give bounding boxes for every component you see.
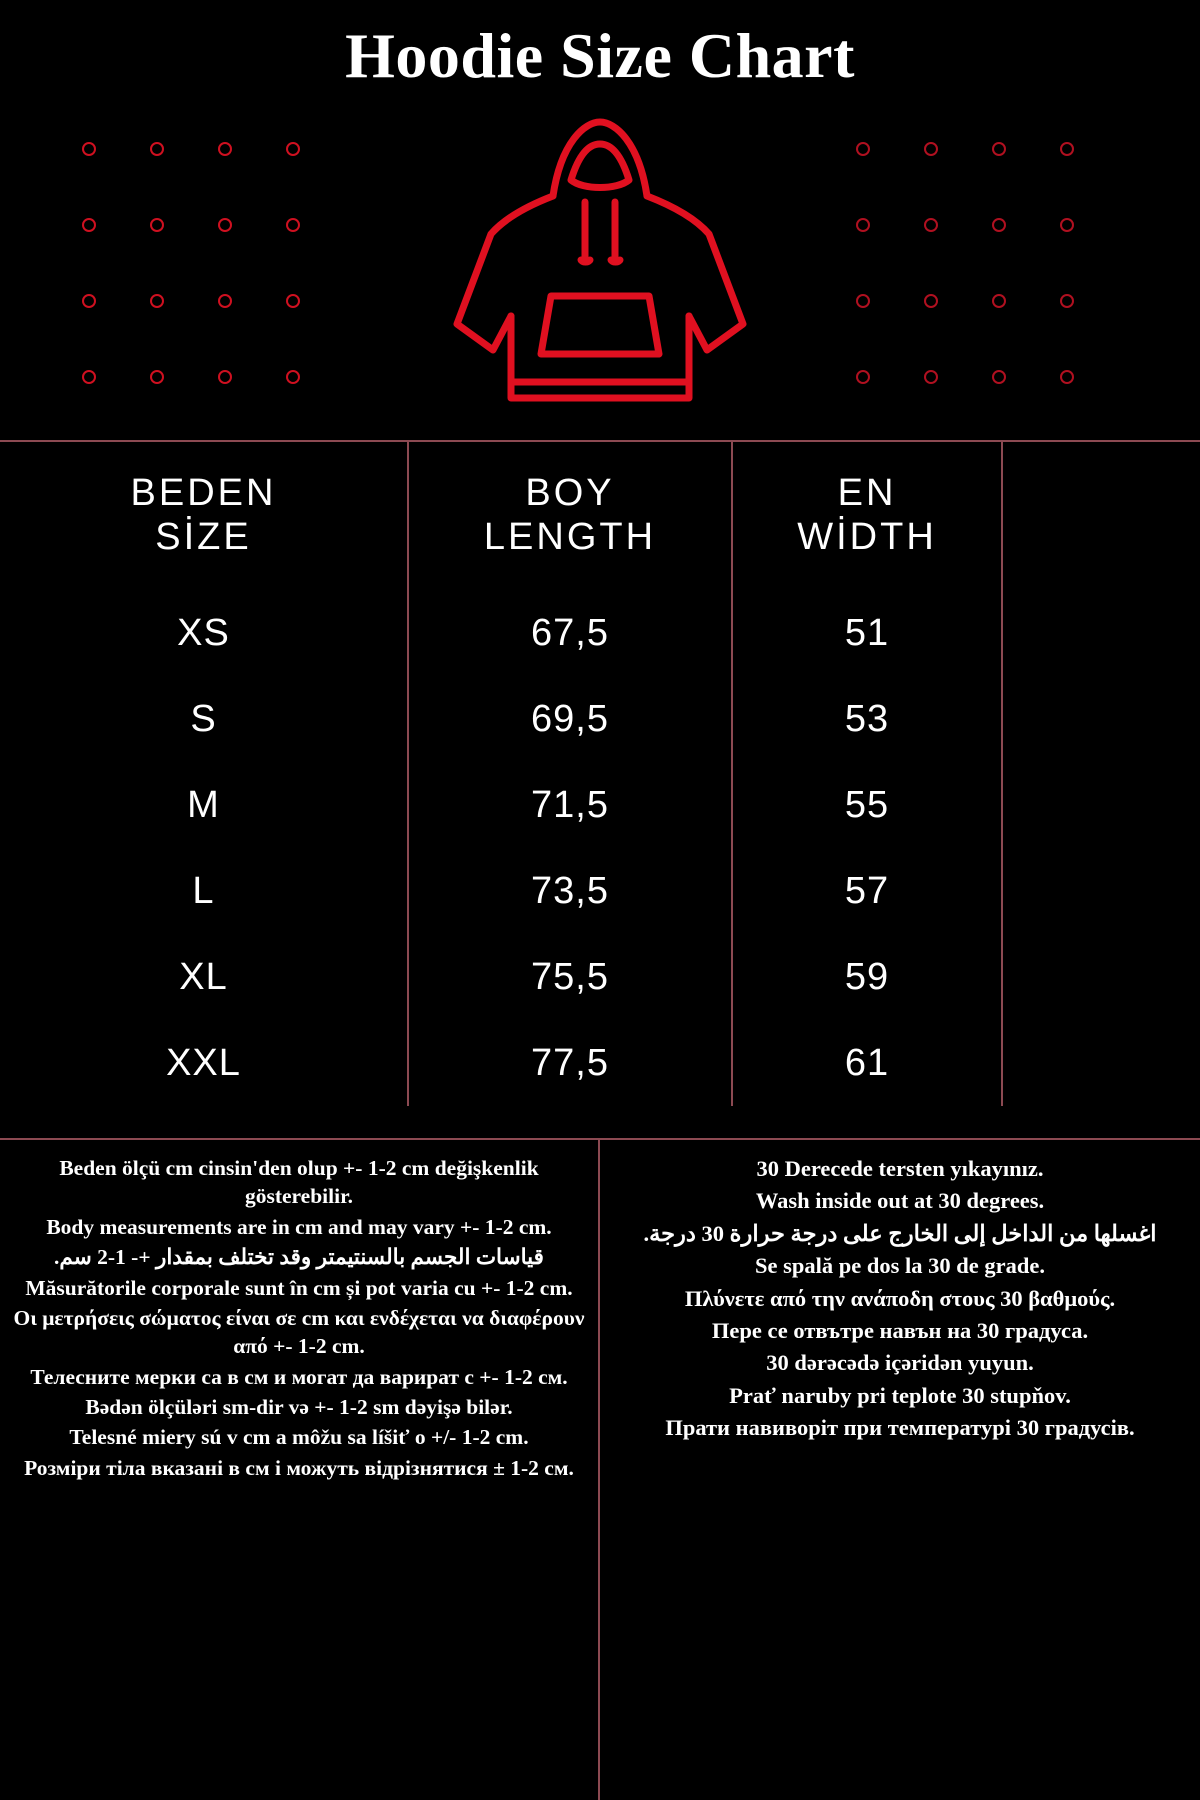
circle-dot-icon [286, 370, 300, 384]
note-line: Body measurements are in cm and may vary +- 1-2 cm. [46, 1214, 552, 1239]
cell-width: 53 [732, 676, 1002, 762]
page-title: Hoodie Size Chart [345, 20, 855, 91]
note-line: Măsurătorile corporale sunt în cm și pot varia cu +- 1-2 cm. [25, 1275, 573, 1300]
column-header-length-line1: BOY [525, 472, 615, 515]
table-row [0, 762, 1200, 848]
circle-dot-icon [218, 218, 232, 232]
circle-dot-icon [1060, 142, 1074, 156]
cell-width: 59 [732, 934, 1002, 1020]
circle-dot-icon [82, 142, 96, 156]
circle-dot-icon [856, 294, 870, 308]
circle-dot-icon [1060, 218, 1074, 232]
circle-dot-icon [218, 142, 232, 156]
circle-dot-icon [924, 294, 938, 308]
column-header-length [408, 442, 732, 590]
circle-dot-icon [82, 218, 96, 232]
cell-extra [1002, 1020, 1200, 1106]
cell-extra [1002, 590, 1200, 676]
circle-dot-icon [150, 294, 164, 308]
cell-length: 73,5 [408, 848, 732, 934]
cell-length: 69,5 [408, 676, 732, 762]
notes-section [0, 1140, 1200, 1800]
circle-dot-icon [992, 294, 1006, 308]
note-line-arabic: اغسلها من الداخل إلى الخارج على درجة حرارة 30 درجة. [643, 1220, 1157, 1246]
circle-dot-icon [82, 294, 96, 308]
note-line: Telesné miery sú v cm a môžu sa líšiť o +/- 1-2 cm. [69, 1425, 529, 1450]
size-table-section [0, 440, 1200, 1140]
circle-dot-icon [150, 218, 164, 232]
circle-dot-icon [286, 294, 300, 308]
circle-dot-icon [82, 370, 96, 384]
circle-dot-icon [856, 370, 870, 384]
note-line: Οι μετρήσεις σώματος είναι σε cm και ενδέχεται να διαφέρουν από +- 1-2 cm. [13, 1305, 585, 1359]
cell-width: 61 [732, 1020, 1002, 1106]
column-header-width-line2: WİDTH [797, 516, 937, 558]
cell-length: 71,5 [408, 762, 732, 848]
note-line: Prať naruby pri teplote 30 stupňov. [729, 1382, 1071, 1408]
cell-width: 57 [732, 848, 1002, 934]
circle-dot-icon [150, 370, 164, 384]
size-table [0, 442, 1200, 1106]
column-header-width-line1: EN [837, 472, 897, 515]
circle-dot-icon [856, 218, 870, 232]
note-line: 30 dərəcədə içəridən yuyun. [766, 1350, 1034, 1376]
hoodie-outline-icon [435, 110, 765, 410]
table-row [0, 590, 1200, 676]
table-row [0, 848, 1200, 934]
cell-length: 77,5 [408, 1020, 732, 1106]
table-row [0, 676, 1200, 762]
cell-extra [1002, 848, 1200, 934]
note-line-arabic: قياسات الجسم بالسنتيمتر وقد تختلف بمقدار +- 1-2 سم. [54, 1245, 544, 1270]
note-line: Пере се отвътре навън на 30 градуса. [711, 1317, 1089, 1343]
column-header-width [732, 442, 1002, 590]
circle-dot-icon [924, 142, 938, 156]
circle-dot-icon [286, 218, 300, 232]
circle-dot-icon [150, 142, 164, 156]
column-header-empty [1002, 442, 1200, 590]
column-header-size-line2: SİZE [155, 516, 252, 558]
cell-length: 67,5 [408, 590, 732, 676]
cell-width: 51 [732, 590, 1002, 676]
cell-size: XXL [0, 1020, 408, 1106]
circle-dot-icon [218, 370, 232, 384]
column-header-size [0, 442, 408, 590]
decorative-dot-grid-left [82, 142, 354, 446]
circle-dot-icon [218, 294, 232, 308]
circle-dot-icon [924, 370, 938, 384]
header [0, 0, 1200, 440]
cell-size: S [0, 676, 408, 762]
note-line: Πλύνετε από την ανάποδη στους 30 βαθμούς. [684, 1285, 1116, 1311]
note-line: Прати навиворіт при температурі 30 градусів. [665, 1415, 1135, 1440]
column-header-length-line2: LENGTH [483, 516, 657, 558]
circle-dot-icon [992, 370, 1006, 384]
cell-length: 75,5 [408, 934, 732, 1020]
cell-size: L [0, 848, 408, 934]
washing-instructions [600, 1140, 1200, 1800]
cell-width: 55 [732, 762, 1002, 848]
circle-dot-icon [992, 142, 1006, 156]
circle-dot-icon [286, 142, 300, 156]
note-line: Se spală pe dos la 30 de grade. [754, 1253, 1046, 1279]
cell-size: M [0, 762, 408, 848]
circle-dot-icon [1060, 370, 1074, 384]
note-line: 30 Derecede tersten yıkayınız. [756, 1156, 1044, 1181]
circle-dot-icon [856, 142, 870, 156]
note-line: Розміри тіла вказані в см і можуть відрізнятися ± 1-2 см. [24, 1455, 574, 1480]
cell-extra [1002, 934, 1200, 1020]
decorative-dot-grid-right [856, 142, 1128, 446]
measurement-notes [0, 1140, 600, 1800]
table-row [0, 934, 1200, 1020]
cell-extra [1002, 676, 1200, 762]
cell-size: XL [0, 934, 408, 1020]
circle-dot-icon [924, 218, 938, 232]
note-line: Wash inside out at 30 degrees. [755, 1188, 1045, 1214]
note-line: Bədən ölçüləri sm-dir və +- 1-2 sm dəyişə bilər. [85, 1395, 513, 1419]
cell-size: XS [0, 590, 408, 676]
circle-dot-icon [992, 218, 1006, 232]
circle-dot-icon [1060, 294, 1074, 308]
cell-extra [1002, 762, 1200, 848]
table-row [0, 1020, 1200, 1106]
table-header-row [0, 442, 1200, 590]
note-line: Телесните мерки са в см и могат да варират с +- 1-2 см. [30, 1364, 568, 1389]
note-line: Beden ölçü cm cinsin'den olup +- 1-2 cm değişkenlik gösterebilir. [59, 1156, 539, 1209]
column-header-size-line1: BEDEN [130, 472, 277, 515]
